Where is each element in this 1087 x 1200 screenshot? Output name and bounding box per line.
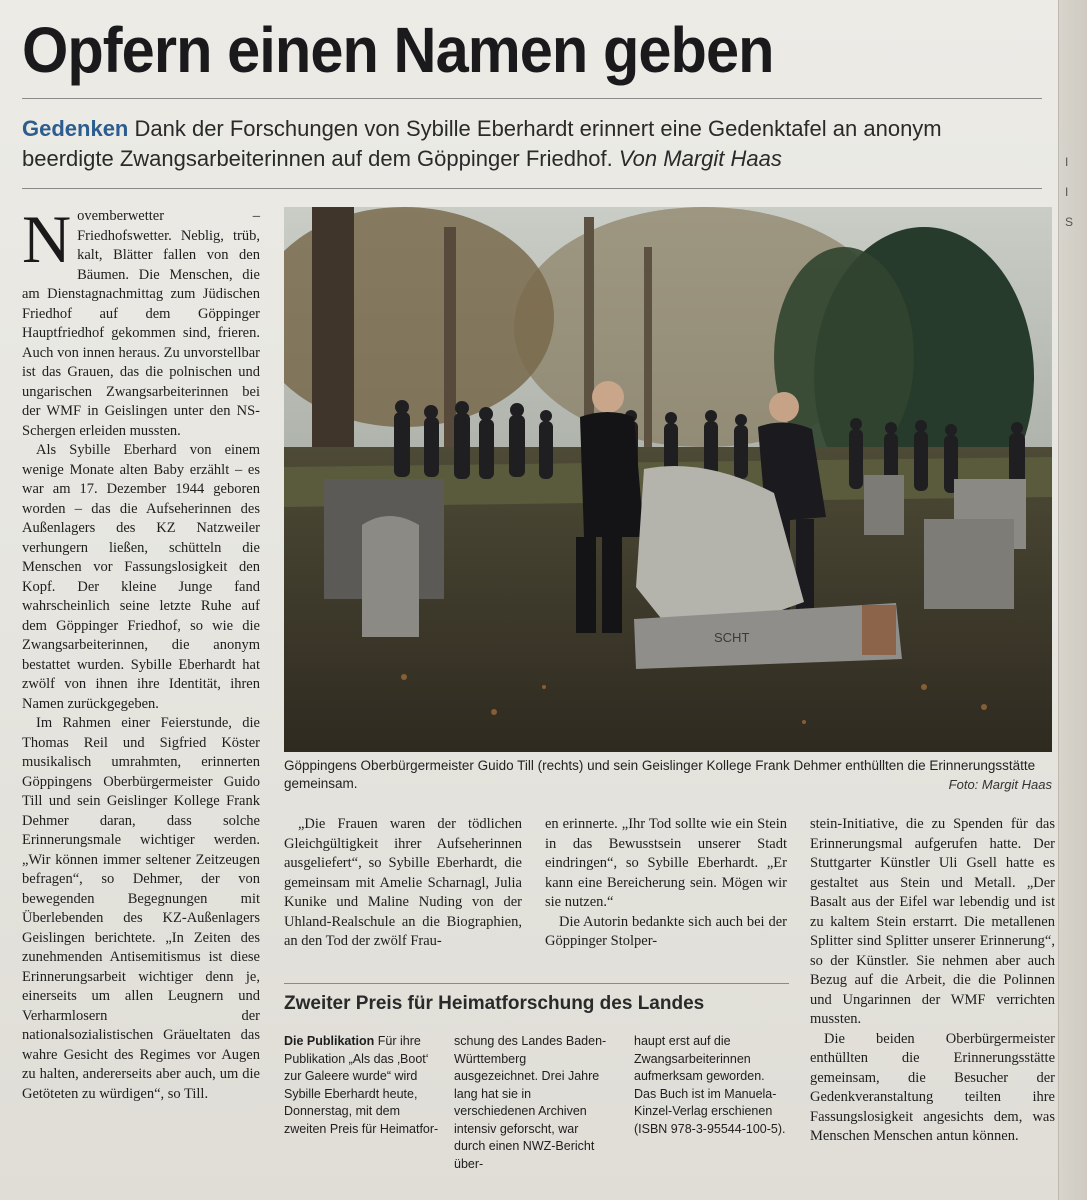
deck-rule <box>22 188 1042 189</box>
box-rule <box>284 983 789 984</box>
deck-text: Dank der Forschungen von Sybille Eberhardt erinnert eine Gedenktafel an anonym beerdigte Zwangsarbeiterinnen auf dem Göppinger Friedhof. <box>22 116 942 171</box>
byline: Von Margit Haas <box>618 146 782 171</box>
headline-rule <box>22 98 1042 99</box>
paragraph-1: Novemberwetter – Friedhofswetter. Neblig, trüb, kalt, Blätter fallen von den Bäumen. Die Menschen, die am Dienstagnachmittag zum Jüdischen Friedhof auf dem Göppinger Hauptfriedhof gekommen sind, frieren. Auch von innen heraus. Zu unvorstellbar ist das Grauen, das die polnischen und ungarischen Zwangsarbeiterinnen bei der WMF in Geislingen unter den NS-Schergen erleiden mussten. <box>22 201 260 439</box>
box-lead: Die Publikation <box>284 1034 375 1048</box>
photo-caption: Göppingens Oberbürgermeister Guido Till (rechts) und sein Geislinger Kollege Frank Dehmer enthüllten die Erinnerungsstätte gemeinsam. <box>284 758 1036 791</box>
paragraph-4: „Die Frauen waren der tödlichen Gleichgültigkeit ihrer Aufseherinnen ausgeliefert“, so Sybille Eberhardt, die gemeinsam mit Amelie Scharnagl, Julia Kunike und Maline Nuding von der Uhland-Realschule an die Biographien, an den Tod der zwölf Frau- <box>284 816 522 949</box>
article-column-2 <box>284 815 522 952</box>
article-column-4 <box>810 815 1055 1147</box>
deck <box>22 114 1032 174</box>
paragraph-8: Die beiden Oberbürgermeister enthüllten die Erinnerungsstätte gemeinsam, die Besucher der Gedenkveranstaltung teilten ihre Fassungslosigkeit angesichts dem, was Menschen Menschen antun können. <box>810 1030 1055 1144</box>
paragraph-5: en erinnerte. „Ihr Tod sollte wie ein Stein in das Bewusstsein unserer Stadt eindringen“, so Sybille Eberhardt. „Er kann eine Bereicherung sein. Mögen wir sie nutzen.“ <box>545 816 787 910</box>
box-column-3: haupt erst auf die Zwangsarbeiterinnen aufmerksam geworden. Das Buch ist im Manuela-Kinzel-Verlag erschienen (ISBN 978-3-95544-100-5). <box>634 1034 786 1136</box>
deck-kicker: Gedenken <box>22 116 129 141</box>
article-column-1 <box>22 201 260 1104</box>
paragraph-7: stein-Initiative, die zu Spenden für das Erinnerungsmal aufgerufen hatte. Der Stuttgarter Künstler Uli Gsell hatte es gestaltet aus Stein und Metall. „Der Basalt aus der Eifel war lebendig und ist zu kaltem Stein erstarrt. Die metallenen Splitter sind Splitter unserer Erinnerung“, so der Künstler. Sie nehmen aber auch Bezug auf die Arbeit, die die Polinnen und Ungarinnen der WMF verrichten mussten. <box>810 816 1055 1027</box>
adjacent-page-edge: I I S <box>1058 0 1087 1200</box>
paragraph-3: Im Rahmen einer Feierstunde, die Thomas Reil und Sigfried Köster musikalisch umrahmten, erinnerten Göppingens Oberbürgermeister Guido Till und sein Geislinger Kollege Frank Dehmer daran, dass solche Erinnerungsmale wichtiger werden. „Wir können immer seltener Zeitzeugen befragen“, so Dehmer, der von bewegenden Begegnungen mit Überlebenden des KZ-Außenlagers Geislingen berichtete. „In Zeiten des zunehmenden Antisemitismus ist diese Erinnerungsarbeit wichtiger denn je, einerseits um allen Leugnern und Verharmlosern der nationalsozialistischen Gräueltaten das wahre Gesicht des Regimes vor Augen zu halten, andererseits aber auch, um die Getöteten zu würdigen“, so Till. <box>22 715 260 1102</box>
article-column-3 <box>545 815 787 952</box>
headline: Opfern einen Namen geben <box>22 14 774 86</box>
cemetery-unveiling-photo <box>284 207 1052 752</box>
box-column-1: Die Publikation Für ihre Publikation „Als das ‚Boot‘ zur Galeere wurde“ wird Sybille Eberhardt heute, Donnerstag, mit dem zweiten Preis für Heimatfor- <box>284 1034 439 1136</box>
paragraph-2: Als Sybille Eberhard von einem wenige Monate alten Baby erzählt – es war am 17. Dezember 1944 geboren worden – das die Aufseherinnen des Außenlagers des KZ Natzweiler verhungern ließen, schütteln die Menschen vor Fassungslosigkeit den Kopf. Der kleine Junge fand wahrscheinlich seine letzte Ruhe auf dem Göppinger Friedhof, so wie die Zwangsarbeiterinnen, die anonym bestattet wurden. Sybille Eberhardt hat zwölf von ihnen ihre Identität, ihren Namen zurückgegeben. <box>22 442 260 712</box>
photo-credit: Foto: Margit Haas <box>948 777 1052 792</box>
paragraph-6: Die Autorin bedankte sich auch bei der Göppinger Stolper- <box>545 913 787 949</box>
box-column-2: schung des Landes Baden-Württemberg ausgezeichnet. Drei Jahre lang hat sie in verschiedenen Archiven intensiv geforscht, war durch einen NWZ-Bericht über- <box>454 1034 607 1171</box>
article-photo <box>284 207 1052 752</box>
plaque-lettering: SCHT <box>714 630 750 645</box>
drop-cap: N <box>22 201 72 277</box>
box-title: Zweiter Preis für Heimatforschung des Landes <box>284 993 705 1014</box>
